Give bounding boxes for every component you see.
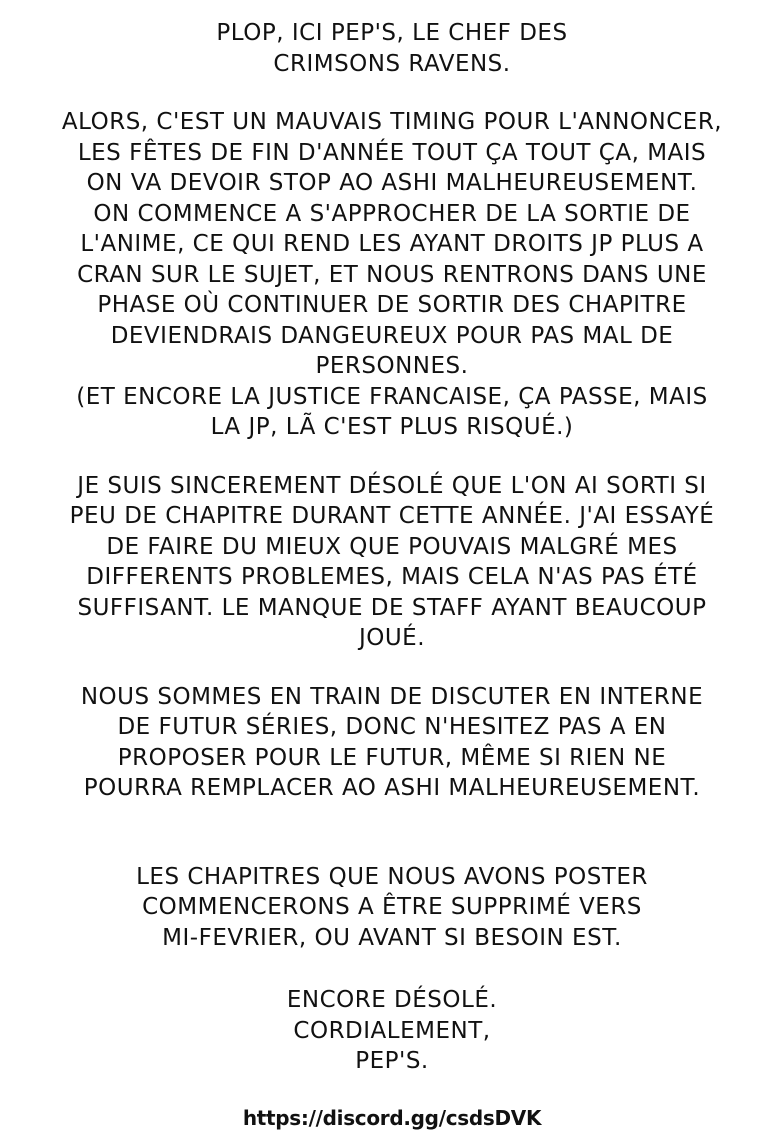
- text-line: JOUÉ.: [358, 625, 426, 651]
- text-line: (ET ENCORE LA JUSTICE FRANCAISE, ÇA PASSE, MAIS: [76, 383, 708, 410]
- deletion-notice-paragraph: [42, 862, 742, 954]
- text-line: COMMENCERONS A ÊTRE SUPPRIMÉ VERS: [142, 894, 642, 920]
- text-line: DEVIENDRAIS DANGEUREUX POUR PAS MAL DE: [110, 322, 674, 349]
- text-line: MI-FEVRIER, OU AVANT SI BESOIN EST.: [162, 924, 622, 951]
- text-line: ON COMMENCE A S'APPROCHER DE LA SORTIE DE: [93, 200, 691, 227]
- greeting-paragraph: [42, 18, 742, 79]
- text-line: DIFFERENTS PROBLEMES, MAIS CELA N'AS PAS ÉTÉ: [86, 564, 698, 590]
- text-line: PROPOSER POUR LE FUTUR, MÊME SI RIEN NE: [117, 744, 667, 771]
- text-line: ENCORE DÉSOLÉ.: [286, 987, 498, 1013]
- text-line: DE FUTUR SÉRIES, DONC N'HESITEZ PAS A EN: [117, 714, 667, 740]
- apology-paragraph: [42, 471, 742, 654]
- text-line: DE FAIRE DU MIEUX QUE POUVAIS MALGRÉ MES: [106, 533, 678, 560]
- text-line: LA JP, LÃ C'EST PLUS RISQUÉ.): [210, 414, 574, 440]
- signoff-paragraph: [42, 985, 742, 1077]
- text-line: PHASE OÙ CONTINUER DE SORTIR DES CHAPITRE: [97, 292, 687, 318]
- text-line: CORDIALEMENT,: [293, 1017, 491, 1044]
- text-line: NOUS SOMMES EN TRAIN DE DISCUTER EN INTERNE: [80, 683, 704, 710]
- text-line: LES FÊTES DE FIN D'ANNÉE TOUT ÇA TOUT ÇA, MAIS: [77, 139, 707, 166]
- text-line: ALORS, C'EST UN MAUVAIS TIMING POUR L'ANNONCER,: [61, 109, 723, 135]
- text-line: POURRA REMPLACER AO ASHI MALHEUREUSEMENT.: [83, 775, 701, 801]
- text-line: CRAN SUR LE SUJET, ET NOUS RENTRONS DANS UNE: [77, 261, 707, 288]
- text-line: LES CHAPITRES QUE NOUS AVONS POSTER: [136, 863, 648, 890]
- text-line: PEU DE CHAPITRE DURANT CETTE ANNÉE. J'AI ESSAYÉ: [69, 503, 715, 529]
- text-line: PEP'S.: [355, 1048, 429, 1074]
- text-line: L'ANIME, CE QUI REND LES AYANT DROITS JP PLUS A: [80, 231, 704, 257]
- text-line: JE SUIS SINCEREMENT DÉSOLÉ QUE L'ON AI SORTI SI: [77, 472, 707, 499]
- discord-link[interactable]: https://discord.gg/csdsDVK: [242, 1105, 542, 1130]
- announcement-paragraph: [42, 107, 742, 443]
- future-series-paragraph: [42, 682, 742, 804]
- text-line: SUFFISANT. LE MANQUE DE STAFF AYANT BEAUCOUP: [77, 594, 707, 621]
- text-line: PERSONNES.: [315, 353, 469, 379]
- text-line: PLOP, ICI PEP'S, LE CHEF DES: [216, 20, 568, 46]
- text-line: ON VA DEVOIR STOP AO ASHI MALHEUREUSEMENT.: [86, 170, 698, 196]
- text-line: CRIMSONS RAVENS.: [273, 50, 511, 77]
